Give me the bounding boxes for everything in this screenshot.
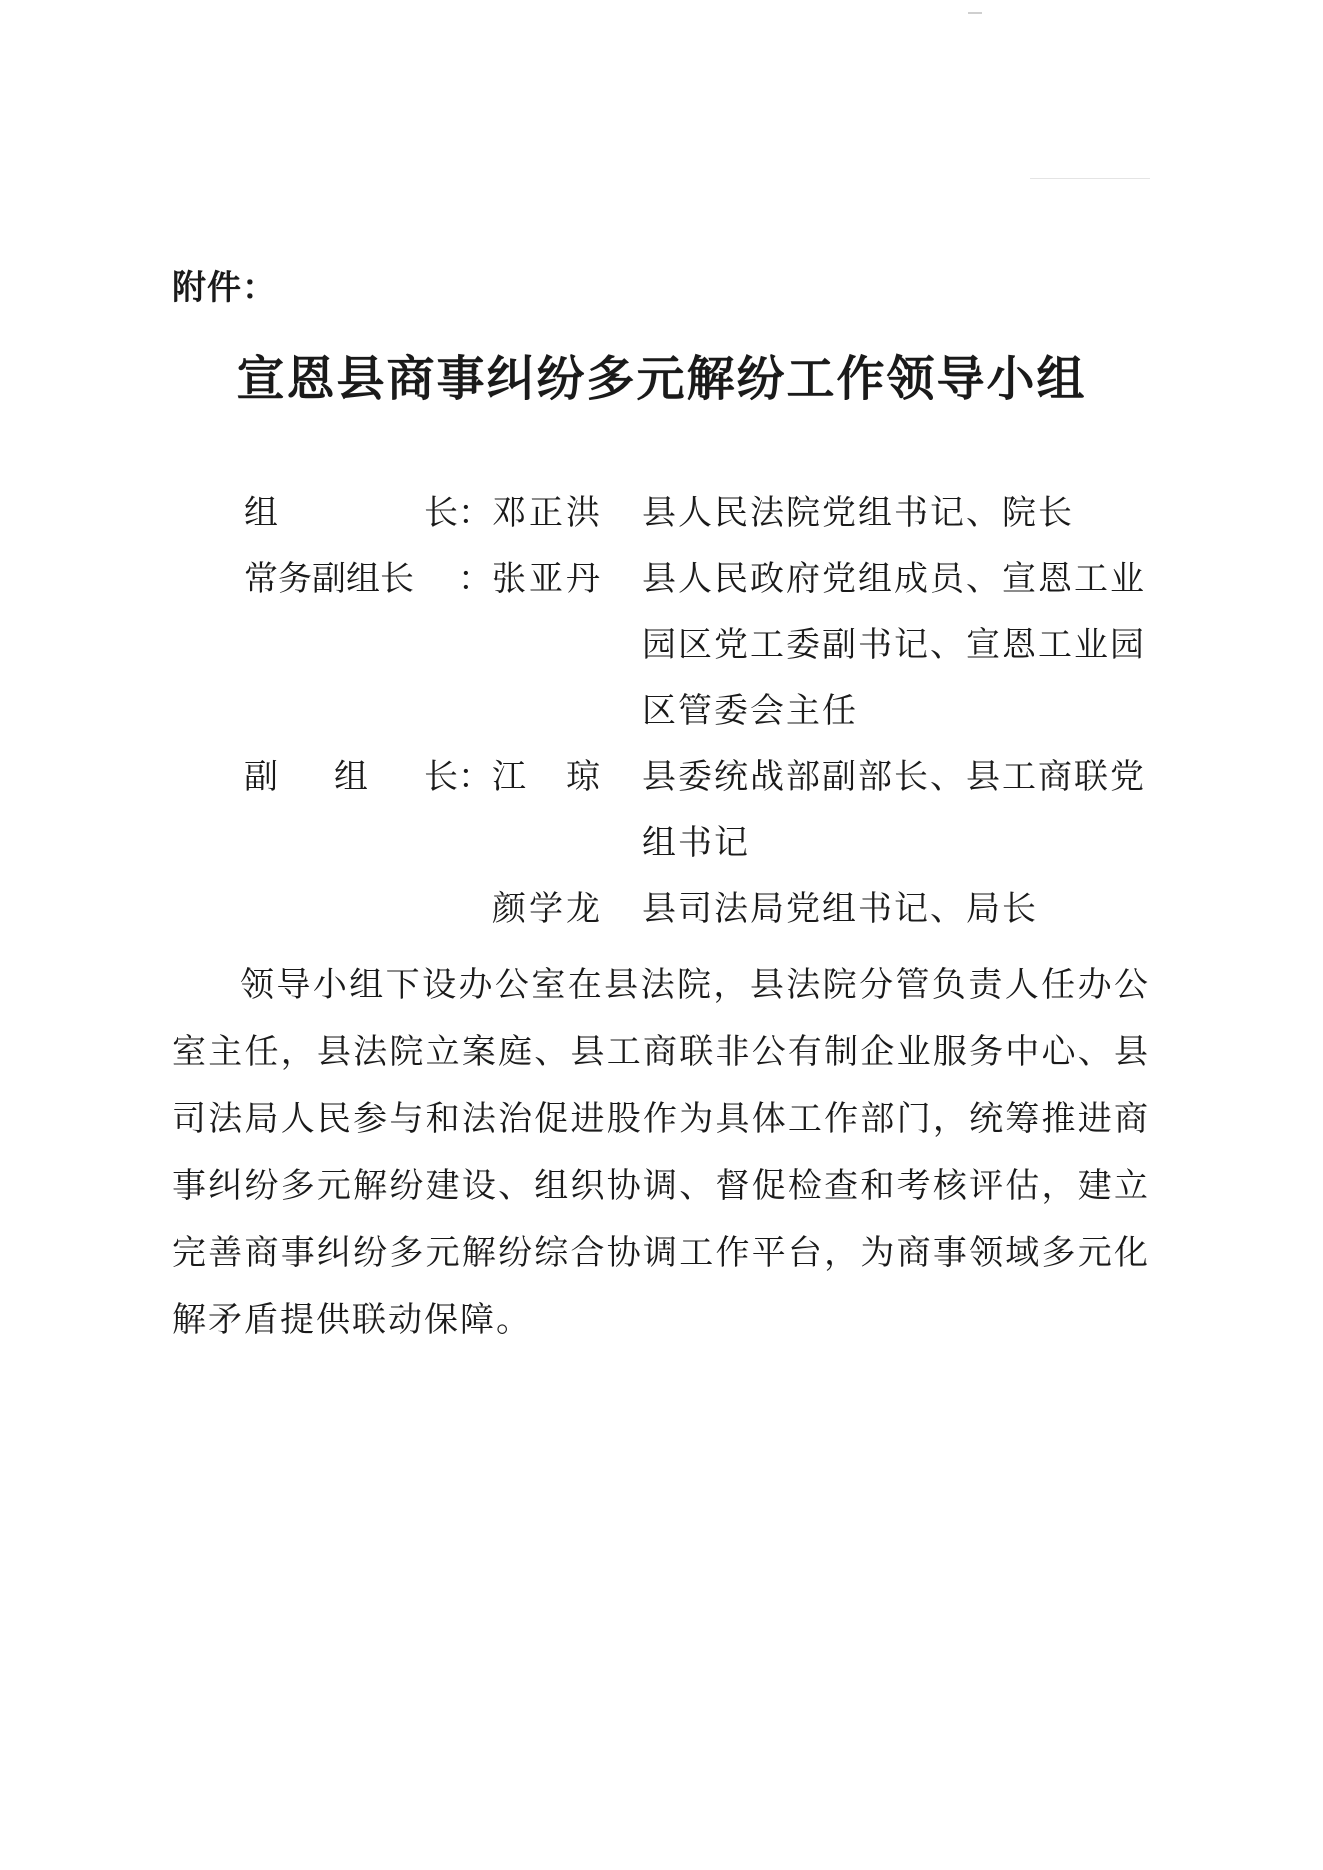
spread-char: 组 (244, 493, 278, 533)
spread-char: 副 (244, 757, 278, 797)
member-colon: ： (458, 757, 492, 797)
member-role-text: 常务副组长 (244, 559, 414, 599)
member-name (492, 480, 600, 546)
member-position: 县人民政府党组成员、宣恩工业园区党工委副书记、宣恩工业园区管委会主任 (642, 559, 1146, 731)
member-name (492, 546, 600, 612)
spread-char: 亚 (529, 559, 563, 599)
spread-char: 丹 (566, 559, 600, 599)
member-name (492, 876, 600, 942)
office-description-paragraph: 领导小组下设办公室在县法院，县法院分管负责人任办公室主任，县法院立案庭、县工商联非公有制企业服务中心、县司法局人民参与和法治促进股作为具体工作部门，统筹推进商事纠纷多元解纷建设、组织协调、督促检查和考核评估，建立完善商事纠纷多元解纷综合协调工作平台，为商事领域多元化解矛盾提供联动保障。 (172, 965, 1150, 1340)
member-row-deputy (244, 744, 1164, 876)
member-position: 县委统战部副部长、县工商联党组书记 (642, 757, 1146, 863)
spread-char: 张 (492, 559, 526, 599)
member-position: 县人民法院党组书记、院长 (642, 493, 1074, 533)
member-name (492, 744, 600, 810)
member-row-executive-deputy (244, 546, 1164, 744)
member-row-deputy-2 (244, 876, 1164, 942)
spread-char: 江 (492, 757, 526, 797)
member-colon: ： (458, 493, 492, 533)
spread-char: 学 (529, 889, 563, 929)
spread-char: 正 (529, 493, 563, 533)
spread-char: 邓 (492, 493, 526, 533)
spread-char: 组 (334, 757, 368, 797)
attachment-label: 附件： (172, 268, 277, 308)
member-colon: ： (458, 559, 492, 599)
member-role (244, 546, 458, 612)
spread-char: 琼 (566, 757, 600, 797)
spread-char: 长 (424, 493, 458, 533)
spread-char: 长 (424, 757, 458, 797)
member-row-leader (244, 480, 1164, 546)
scan-artifact-top (968, 12, 982, 14)
spread-char: 颜 (492, 889, 526, 929)
spread-char: 龙 (566, 889, 600, 929)
document-title: 宣恩县商事纠纷多元解纷工作领导小组 (236, 351, 1087, 407)
spread-char: 洪 (566, 493, 600, 533)
member-role (244, 744, 458, 810)
member-position: 县司法局党组书记、局长 (642, 889, 1038, 929)
member-list (244, 480, 1164, 942)
member-role (244, 480, 458, 546)
scan-artifact-right (1030, 178, 1150, 179)
